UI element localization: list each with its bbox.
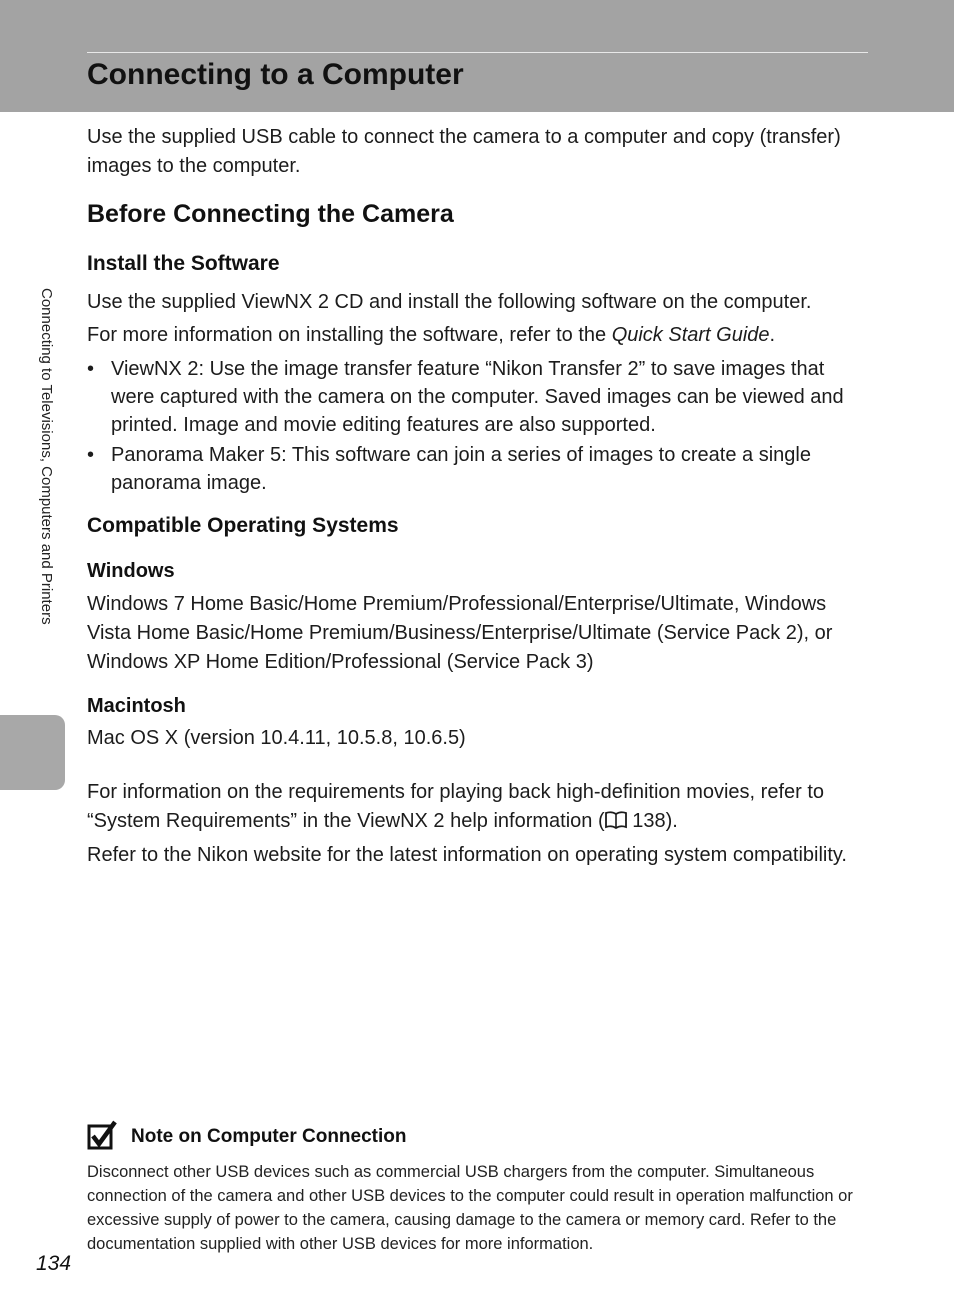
install-line-2-prefix: For more information on installing the software, refer to the xyxy=(87,324,612,346)
section-tab xyxy=(0,715,65,790)
header-band xyxy=(0,0,954,112)
intro-paragraph: Use the supplied USB cable to connect the camera to a computer and copy (transfer) images to the computer. xyxy=(87,126,841,177)
page-number: 134 xyxy=(36,1252,72,1275)
nikon-website-paragraph: Refer to the Nikon website for the latest information on operating system compatibility. xyxy=(87,844,847,866)
checkmark-note-icon xyxy=(87,1120,117,1150)
install-software-heading: Install the Software xyxy=(87,252,280,275)
book-reference-icon xyxy=(605,810,627,830)
bullet-text: Panorama Maker 5: This software can join a series of images to create a single panorama image. xyxy=(111,444,811,494)
page-title: Connecting to a Computer xyxy=(87,58,464,91)
install-line-2 xyxy=(87,321,872,350)
macintosh-heading: Macintosh xyxy=(87,695,186,717)
note-body: Disconnect other USB devices such as commercial USB chargers from the computer. Simultaneous connection of the camera and other USB devices to the computer could result in operation malfunction or excessive supply of power to the camera, causing damage to the camera or memory card. Refer to the documentation supplied with other USB devices for more information. xyxy=(87,1163,853,1253)
bullet-dot: • xyxy=(87,444,95,466)
hd-text-prefix: For information on the requirements for playing back high-definition movies, refer to “System Requirements” in the ViewNX 2 help information ( xyxy=(87,781,825,832)
quick-start-guide-ref: Quick Start Guide xyxy=(611,324,770,346)
macintosh-text: Mac OS X (version 10.4.11, 10.5.8, 10.6.5) xyxy=(87,727,466,749)
windows-text: Windows 7 Home Basic/Home Premium/Professional/Enterprise/Ultimate, Windows Vista Home Basic/Home Premium/Business/Enterprise/Ultimate (Service Pack 2), or Windows XP Home Edition/Professional (Service Pack 3) xyxy=(87,593,833,673)
install-line-1: Use the supplied ViewNX 2 CD and install the following software on the computer. xyxy=(87,291,812,313)
section-side-label: Connecting to Televisions, Computers and Printers xyxy=(38,288,55,625)
windows-heading: Windows xyxy=(87,560,175,582)
header-rule xyxy=(87,52,868,53)
bullet-viewnx xyxy=(87,355,872,439)
bullet-text: ViewNX 2: Use the image transfer feature “Nikon Transfer 2” to save images that were captured with the camera on the computer. Saved images can be viewed and printed. Image and movie editing features are also supported. xyxy=(111,358,844,436)
before-connecting-heading: Before Connecting the Camera xyxy=(87,200,454,228)
bullet-dot: • xyxy=(87,358,95,380)
compatible-os-heading: Compatible Operating Systems xyxy=(87,514,399,537)
bullet-panorama xyxy=(87,441,872,497)
hd-text-suffix: 138). xyxy=(626,810,678,832)
note-title: Note on Computer Connection xyxy=(131,1126,407,1147)
install-line-2-suffix: . xyxy=(769,324,776,346)
hd-requirements-paragraph xyxy=(87,778,872,836)
